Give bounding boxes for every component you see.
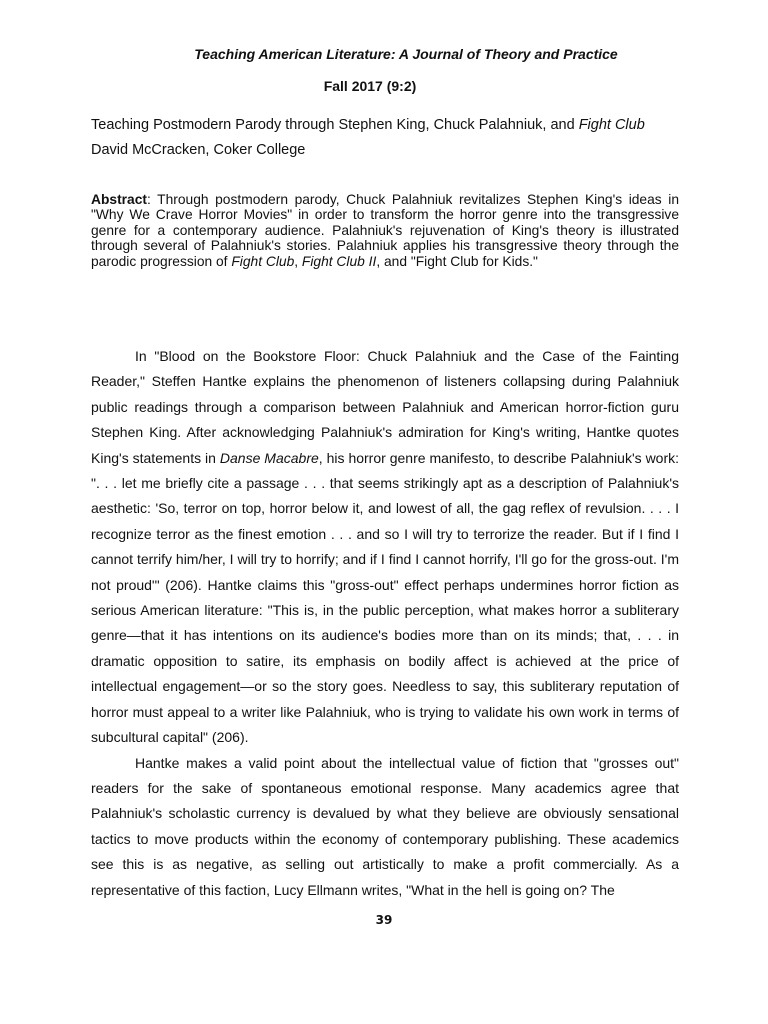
journal-issue: Fall 2017 (9:2) [323, 78, 417, 94]
article-title-italic: Fight Club [578, 117, 645, 133]
abstract-text-3: , and "Fight Club for Kids." [376, 253, 538, 269]
body-text [91, 344, 679, 903]
para1-text-a: In "Blood on the Bookstore Floor: Chuck Palahniuk and the Case of the Fainting Reader," Steffen Hantke explains the phenomenon of listeners collapsing during Palahniuk public readings through a comparison between Palahniuk and American horror-fiction guru Stephen King. After acknowledging Palahniuk's admiration for King's writing, Hantke quotes King's statements in [91, 348, 679, 466]
para1-italic: Danse Macabre [219, 449, 319, 466]
body-paragraph-1 [91, 344, 679, 751]
abstract-italic-2: Fight Club II [301, 253, 377, 269]
para1-text-b: , his horror genre manifesto, to describe Palahniuk's work: ". . . let me briefly cite a passage . . . that seems strikingly apt as a description of Palahniuk's aesthetic: 'So, terror on top, horror below it, and lowest of all, the gag reflex of revulsion. . . . I recognize terror as the finest emotion . . . and so I will try to terrorize the reader. But if I find I cannot terrify him/her, I will try to horrify; and if I find I cannot horrify, I'll go for the gross-out. I'm not proud'" (206). Hantke claims this "gross-out" effect perhaps undermines horror fiction as serious American literature: "This is, in the public perception, what makes horror a subliterary genre—that it has intentions on its audience's bodies more than on its minds; that, . . . in dramatic opposition to satire, its emphasis on bodily affect is achieved at the price of intellectual engagement—or so the story goes. Needless to say, this subliterary reputation of horror must appeal to a writer like Palahniuk, who is trying to validate his own work in terms of subcultural capital" (206). [91, 449, 680, 746]
page-number: 39 [375, 913, 393, 927]
article-title [91, 117, 731, 133]
body-paragraph-2: Hantke makes a valid point about the intellectual value of fiction that "grosses out" readers for the sake of spontaneous emotional response. Many academics agree that Palahniuk's scholastic currency is devalued by what they believe are obviously sensational tactics to move products within the economy of contemporary publishing. These academics see this is as negative, as selling out artistically to make a profit commercially. As a representative of this faction, Lucy Ellmann writes, "What in the hell is going on? The [91, 754, 679, 898]
abstract-label: Abstract [91, 192, 147, 207]
abstract [91, 192, 679, 269]
journal-title: Teaching American Literature: A Journal of Theory and Practice [194, 46, 618, 62]
abstract-text-1: : Through postmodern parody, Chuck Palahniuk revitalizes Stephen King's ideas in "Why We Crave Horror Movies" in order to transform the horror genre into the transgressive genre for a contemporary audience. Palahniuk's rejuvenation of King's theory is illustrated through several of Palahniuk's stories. Palahniuk applies his transgressive theory through the parodic progression of [91, 192, 679, 269]
article-title-text: Teaching Postmodern Parody through Stephen King, Chuck Palahniuk, and [91, 117, 579, 133]
abstract-text-2: , [294, 253, 302, 269]
article-author: David McCracken, Coker College [91, 142, 306, 158]
abstract-italic-1: Fight Club [231, 253, 295, 269]
